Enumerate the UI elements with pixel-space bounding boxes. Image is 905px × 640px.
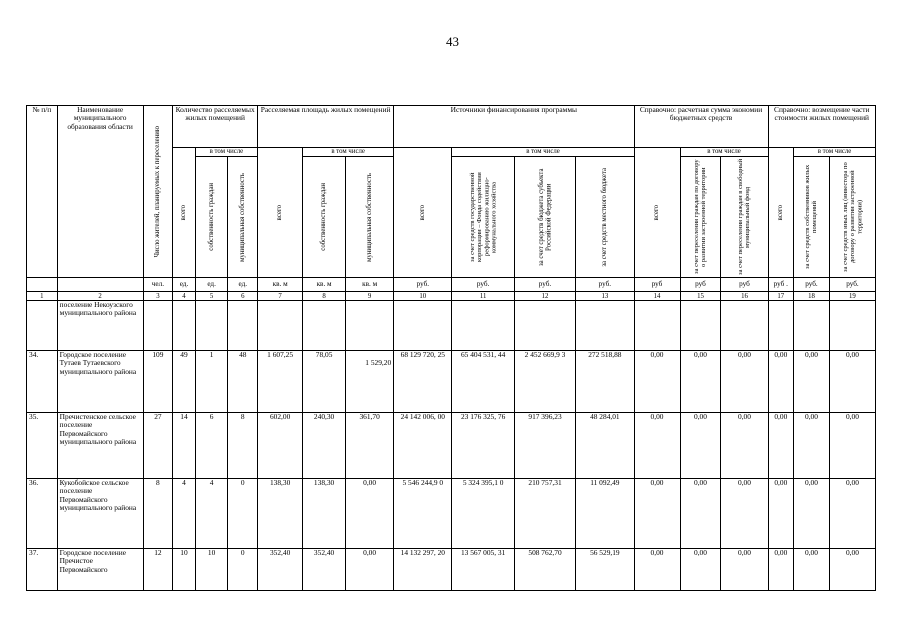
cell: 78,05 (303, 351, 346, 413)
col-number: 6 (228, 292, 258, 301)
cell (143, 301, 173, 351)
cell: 109 (143, 351, 173, 413)
header-area-citizen: собственность граждан (320, 183, 328, 251)
cell: 10 (195, 549, 228, 591)
cell: 361,70 (346, 413, 394, 479)
cell: 0,00 (346, 479, 394, 549)
header-reimb-incl: в том числе (794, 148, 876, 157)
header-qty-total: всего (180, 204, 188, 221)
cell: 24 142 006, 00 (394, 413, 452, 479)
header-econ-total: всего (653, 204, 661, 221)
cell: 0,00 (721, 479, 768, 549)
header-area-total: всего (276, 204, 284, 221)
unit-cell: руб. (452, 278, 514, 292)
cell: 138,30 (303, 479, 346, 549)
cell: 0,00 (346, 549, 394, 591)
cell (721, 301, 768, 351)
col-number: 11 (452, 292, 514, 301)
cell (394, 301, 452, 351)
unit-cell: кв. м (346, 278, 394, 292)
header-qty-group: Количество расселяемых жилых помещений (173, 106, 258, 148)
cell: 0,00 (634, 549, 680, 591)
unit-cell: руб. (394, 278, 452, 292)
cell: 23 176 325, 76 (452, 413, 514, 479)
header-qty-municipal: муниципальная собственность (239, 172, 247, 262)
cell: 0,00 (721, 413, 768, 479)
header-reimb-other: за счет средств иных лиц (инвестора по договору о развитии застроенной территории) (841, 162, 863, 272)
cell: 0,00 (768, 413, 794, 479)
unit-cell: чел. (143, 278, 173, 292)
header-residents-cell (143, 106, 173, 278)
cell: 0,00 (829, 549, 875, 591)
cell: 1 529,20 (346, 351, 394, 413)
unit-cell: руб. (829, 278, 875, 292)
cell: 48 (228, 351, 258, 413)
col-number: 17 (768, 292, 794, 301)
header-qty-incl: в том числе (195, 148, 257, 157)
header-area-municipal: муниципальная собственность (365, 172, 373, 262)
cell: 0,00 (768, 479, 794, 549)
header-econ-contract: за счет переселения граждан по договору о развитии застроенной территории (693, 159, 708, 275)
cell: 8 (143, 479, 173, 549)
header-reimb-total-cell (768, 148, 794, 278)
header-qty-citizen-cell (195, 157, 228, 278)
header-reimb-group: Справочно: возмещение части стоимости жилых помещений (768, 106, 875, 148)
cell (794, 301, 830, 351)
cell: 2 452 669,9 3 (514, 351, 575, 413)
table-row (27, 413, 876, 479)
unit-cell: руб. (576, 278, 634, 292)
unit-cell: кв. м (258, 278, 303, 292)
header-reimb-other-cell (829, 157, 875, 278)
row-name: поселение Некоузского муниципального района (57, 301, 143, 351)
header-area-total-cell (258, 148, 303, 278)
header-reimb-total: всего (777, 204, 785, 221)
page-number: 43 (446, 34, 459, 49)
header-qty-total-cell (173, 148, 196, 278)
cell (768, 301, 794, 351)
row-no: 34. (27, 351, 58, 413)
cell (452, 301, 514, 351)
cell: 12 (143, 549, 173, 591)
header-subject-budget-cell (514, 157, 575, 278)
unit-cell: руб . (768, 278, 794, 292)
col-number: 18 (794, 292, 830, 301)
header-econ-total-cell (634, 148, 680, 278)
cell: 1 (195, 351, 228, 413)
col-number: 13 (576, 292, 634, 301)
header-no: № п/п (27, 106, 58, 278)
unit-cell: ед. (228, 278, 258, 292)
cell: 14 132 297, 20 (394, 549, 452, 591)
cell: 14 (173, 413, 196, 479)
header-econ-free-cell (721, 157, 768, 278)
cell: 0,00 (829, 413, 875, 479)
header-qty-municipal-cell (228, 157, 258, 278)
header-reimb-own-cell (794, 157, 830, 278)
cell: 27 (143, 413, 173, 479)
header-local-budget: за счет средств местного бюджета (601, 167, 609, 267)
cell (258, 301, 303, 351)
cell: 6 (195, 413, 228, 479)
header-area-group: Расселяемая площадь жилых помещений (258, 106, 394, 148)
cell: 508 762,70 (514, 549, 575, 591)
cell: 48 284,01 (576, 413, 634, 479)
header-fin-incl: в том числе (452, 148, 634, 157)
unit-cell: руб (680, 278, 721, 292)
row-no (27, 301, 58, 351)
cell: 0,00 (794, 413, 830, 479)
cell: 0,00 (794, 351, 830, 413)
cell: 0,00 (721, 351, 768, 413)
cell: 352,40 (258, 549, 303, 591)
col-number: 14 (634, 292, 680, 301)
cell: 0,00 (829, 351, 875, 413)
col-number: 19 (829, 292, 875, 301)
header-fund-cell (452, 157, 514, 278)
col-number: 7 (258, 292, 303, 301)
col-number: 10 (394, 292, 452, 301)
col-number: 1 (27, 292, 58, 301)
header-area-incl: в том числе (303, 148, 394, 157)
cell (303, 301, 346, 351)
cell: 138,30 (258, 479, 303, 549)
col-number: 2 (57, 292, 143, 301)
cell: 0,00 (634, 479, 680, 549)
header-fin-total: всего (419, 204, 427, 221)
cell: 0,00 (680, 351, 721, 413)
cell: 210 757,31 (514, 479, 575, 549)
cell (514, 301, 575, 351)
cell: 0,00 (634, 351, 680, 413)
cell: 0,00 (721, 549, 768, 591)
unit-cell: кв. м (303, 278, 346, 292)
header-reimb-own: за счет средств собственников жилых помещений (804, 164, 819, 270)
cell: 1 607,25 (258, 351, 303, 413)
header-fund: за счет средств государственной корпорации – Фонда содействия реформированию жилищно-коммунального хозяйства (468, 172, 498, 262)
cell (829, 301, 875, 351)
row-name: Кукобойское сельское поселение Первомайского муниципального района (57, 479, 143, 549)
header-residents: Число жителей, планируемых к переселению (154, 125, 162, 258)
cell (173, 301, 196, 351)
row-name: Городское поселение Тутаев Тутаевского муниципального района (57, 351, 143, 413)
cell: 4 (173, 479, 196, 549)
header-area-citizen-cell (303, 157, 346, 278)
cell: 352,40 (303, 549, 346, 591)
row-name: Пречистенское сельское поселение Первомайского муниципального района (57, 413, 143, 479)
header-econ-incl: в том числе (680, 148, 768, 157)
unit-cell: ед. (195, 278, 228, 292)
cell: 0,00 (680, 413, 721, 479)
header-qty-citizen: собственность граждан (207, 183, 215, 251)
header-fin-total-cell (394, 148, 452, 278)
header-econ-group: Справочно: расчетная сумма экономии бюджетных средств (634, 106, 768, 148)
cell: 0,00 (794, 549, 830, 591)
cell: 0,00 (680, 479, 721, 549)
cell: 65 404 531, 44 (452, 351, 514, 413)
cell (228, 301, 258, 351)
cell: 0 (228, 479, 258, 549)
unit-cell: руб. (794, 278, 830, 292)
col-number: 9 (346, 292, 394, 301)
col-number: 3 (143, 292, 173, 301)
row-name: Городское поселение Пречистое Первомайского (57, 549, 143, 591)
cell (346, 301, 394, 351)
col-number: 8 (303, 292, 346, 301)
cell: 0,00 (794, 479, 830, 549)
cell (195, 301, 228, 351)
cell (634, 301, 680, 351)
row-no: 36. (27, 479, 58, 549)
row-no: 35. (27, 413, 58, 479)
header-econ-contract-cell (680, 157, 721, 278)
cell: 13 567 005, 31 (452, 549, 514, 591)
cell: 56 529,19 (576, 549, 634, 591)
resettlement-table (26, 105, 876, 591)
cell: 240,30 (303, 413, 346, 479)
cell: 0,00 (634, 413, 680, 479)
cell: 5 546 244,9 0 (394, 479, 452, 549)
cell (576, 301, 634, 351)
header-local-budget-cell (576, 157, 634, 278)
unit-blank-2 (57, 278, 143, 292)
cell: 11 092,49 (576, 479, 634, 549)
unit-cell: руб (721, 278, 768, 292)
table-row (27, 351, 876, 413)
cell: 68 129 720, 25 (394, 351, 452, 413)
header-fin-group: Источники финансирования программы (394, 106, 634, 148)
cell (680, 301, 721, 351)
unit-cell: руб. (514, 278, 575, 292)
cell: 0 (228, 549, 258, 591)
cell: 5 324 395,1 0 (452, 479, 514, 549)
col-number: 15 (680, 292, 721, 301)
header-subject-budget: за счет средств бюджета субъекта Российской Федерации (537, 168, 552, 266)
cell: 0,00 (680, 549, 721, 591)
col-number: 16 (721, 292, 768, 301)
table-row (27, 301, 876, 351)
cell: 0,00 (768, 549, 794, 591)
unit-blank-1 (27, 278, 58, 292)
header-area-municipal-cell (346, 157, 394, 278)
col-number: 4 (173, 292, 196, 301)
cell: 0,00 (829, 479, 875, 549)
row-no: 37. (27, 549, 58, 591)
cell: 10 (173, 549, 196, 591)
cell: 917 396,23 (514, 413, 575, 479)
cell: 0,00 (768, 351, 794, 413)
table-row (27, 479, 876, 549)
col-number: 5 (195, 292, 228, 301)
header-name: Наименование муниципального образования области (57, 106, 143, 278)
cell: 602,00 (258, 413, 303, 479)
unit-cell: ед. (173, 278, 196, 292)
cell: 4 (195, 479, 228, 549)
unit-cell: руб (634, 278, 680, 292)
header-econ-free: за счет переселения граждан в свободный муниципальный фонд (737, 158, 752, 276)
cell: 8 (228, 413, 258, 479)
table-row (27, 549, 876, 591)
cell: 272 518,88 (576, 351, 634, 413)
cell: 49 (173, 351, 196, 413)
col-number: 12 (514, 292, 575, 301)
